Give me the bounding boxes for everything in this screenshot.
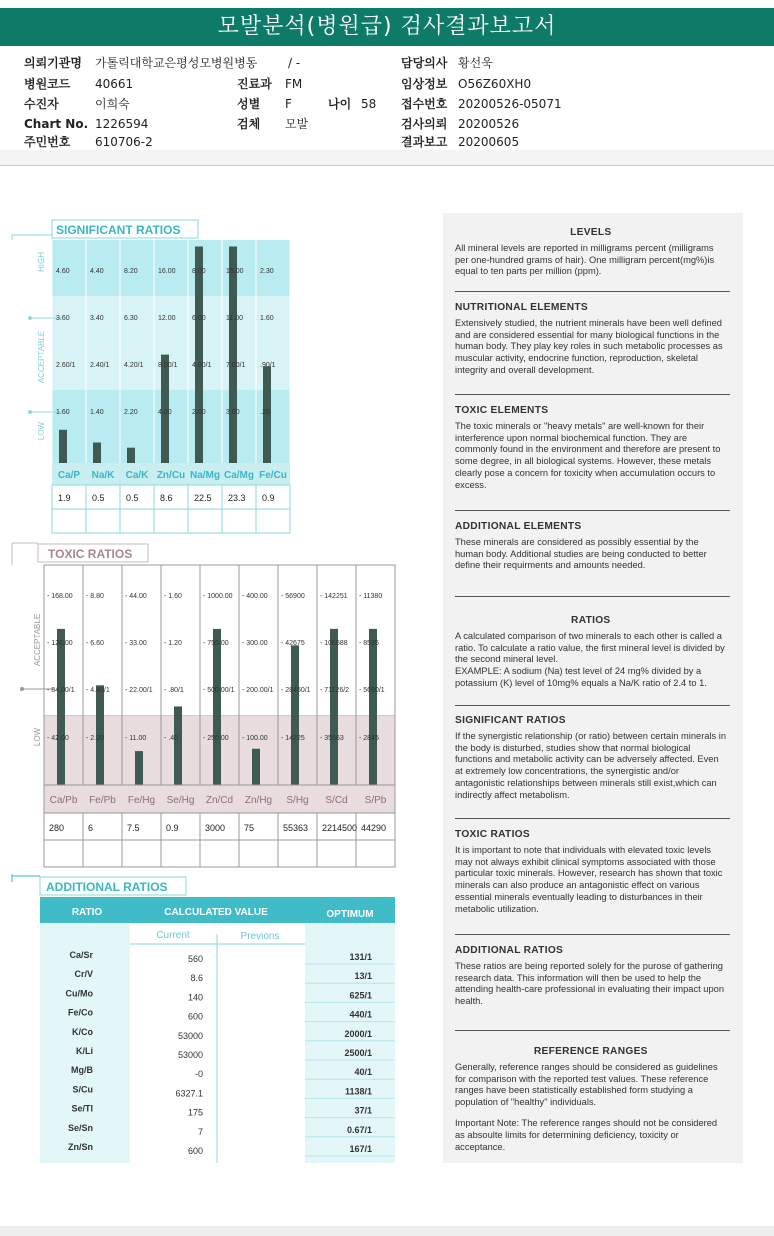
scale-label: - 100.00 <box>242 735 268 742</box>
bar-ca-k <box>127 448 135 463</box>
optimum-value: 167/1 <box>349 1144 372 1154</box>
dept-value: FM <box>285 77 303 91</box>
value-label: 6 <box>88 823 94 833</box>
bar-s-cd <box>330 629 338 785</box>
toxic-elements-heading: TOXIC ELEMENTS <box>455 404 549 416</box>
scale-label: - 200.00/1 <box>242 687 274 694</box>
category-label: Ca/Mg <box>224 470 254 481</box>
zone-label: LOW <box>37 421 46 441</box>
current-value: 140 <box>187 992 203 1003</box>
zone-label: HIGH <box>37 252 46 272</box>
reference-ranges-note: Important Note: The reference ranges should not be considered as absoulte limits for determining deficiency, toxicity or acceptance. <box>455 1117 718 1153</box>
scale-label: 2.00 <box>192 409 206 416</box>
bar-ca-mg <box>229 247 237 464</box>
scale-label: - 250.00 <box>203 735 229 742</box>
scale-label: 4.60 <box>56 268 70 275</box>
zone-label: ACCEPTABLE <box>37 330 46 384</box>
value-label: 3000 <box>205 823 226 833</box>
nutritional-text: Extensively studied, the nutrient minerals have been well defined and are considered essential for many biological functions in the human body. They play key roles in such metabolic processes as muscular activity, endocrine function, reproduction, skeletal integrity and overall development. <box>455 317 723 376</box>
scale-label: - 14225 <box>281 735 305 742</box>
bar-fe-hg <box>135 751 143 785</box>
header-divider-band <box>0 150 774 165</box>
low-zone <box>52 390 290 463</box>
clinical-value: O56Z60XH0 <box>458 77 532 91</box>
bar-zn-hg <box>252 749 260 785</box>
optimum-value: 40/1 <box>354 1067 372 1078</box>
scale-label: 8.20 <box>124 268 138 275</box>
scale-label: - 1.60 <box>164 593 182 600</box>
scale-label: - 2845 <box>359 735 379 742</box>
subheader-previous: Previons <box>240 931 280 942</box>
bar-na-mg <box>195 247 203 464</box>
bar-ca-p <box>59 430 67 463</box>
ratio-name: K/Li <box>76 1046 93 1056</box>
header-optimum: OPTIMUM <box>326 909 374 920</box>
scale-label: 12.00 <box>158 315 176 322</box>
optimum-value: 625/1 <box>349 990 372 1001</box>
range-marker <box>28 316 32 320</box>
bar-s-hg <box>291 645 299 785</box>
scale-label: 2.60/1 <box>56 362 76 369</box>
reference-ranges-section <box>455 1046 727 1153</box>
bar-ca-pb <box>57 629 65 785</box>
additional-elements-text: These minerals are considered as possibly essential by the human body. Additional studies are being conducted to better define their requirments and amounts needed. <box>455 536 707 572</box>
divider <box>455 705 730 706</box>
ratios-heading: RATIOS <box>571 614 611 626</box>
optimum-value: 131/1 <box>349 952 372 962</box>
optimum-value: 13/1 <box>354 971 372 982</box>
additional-ratios-section <box>455 945 727 1008</box>
patient-label: 수진자 <box>24 97 59 111</box>
id-value: 610706-2 <box>95 135 153 149</box>
additional-ratios-table <box>0 872 400 1167</box>
chart-title: SIGNIFICANT RATIOS <box>56 223 181 237</box>
sex-label: 성별 <box>237 97 261 111</box>
category-label: Zn/Hg <box>244 795 273 806</box>
ratio-name: Ca/Sr <box>69 950 93 960</box>
value-label: 23.3 <box>228 493 246 503</box>
value-label: 0.9 <box>166 823 179 833</box>
additional-elements-section <box>455 521 727 572</box>
header-ratio: RATIO <box>71 907 103 918</box>
scale-label: .90/1 <box>260 362 276 369</box>
scale-label: 8.00 <box>192 268 206 275</box>
value-label: 8.6 <box>160 493 173 503</box>
value-label: 280 <box>49 823 65 833</box>
category-label: Fe/Cu <box>259 470 287 481</box>
category-label: Na/K <box>91 470 115 481</box>
doctor-label: 담당의사 <box>401 56 448 70</box>
divider <box>455 510 730 511</box>
scale-label: - 71126/2 <box>320 687 350 694</box>
nutritional-heading: NUTRITIONAL ELEMENTS <box>455 301 588 313</box>
request-label: 검사의뢰 <box>401 117 448 131</box>
hospital-code-value: 40661 <box>95 77 134 91</box>
age-label: 나이 <box>328 97 352 111</box>
ratio-name: Cr/V <box>74 969 93 980</box>
scale-label: - 35563 <box>320 735 344 742</box>
acceptable-zone <box>52 296 290 390</box>
scale-label: 16.00 <box>158 268 176 275</box>
header-calculated: CALCULATED VALUE <box>164 907 268 918</box>
report-title: 모발분석(병원급) 검사결과보고서 <box>0 8 774 46</box>
scale-label: - 168.00 <box>47 593 73 600</box>
receipt-label: 접수번호 <box>401 97 448 111</box>
scale-label: 4.00 <box>158 409 172 416</box>
scale-label: 7.00/1 <box>226 362 246 369</box>
scale-label: - 1000.00 <box>203 593 233 600</box>
page-footer-band <box>0 1226 774 1236</box>
scale-label: 2.30 <box>260 268 274 275</box>
category-label: Ca/K <box>125 470 149 481</box>
bar-s-pb <box>369 629 377 785</box>
significant-ratios-text: If the synergistic relationship (or ratio) between certain minerals in the body is disturbed, studies show that normal biological functions and metabolic activity can be adversely affected. Even at extremely low concentrations, the synergistic and/or antagonistic relationships between minerals still exist,which can indirectly affect metabolism. <box>455 730 727 801</box>
ratios-section <box>455 615 727 690</box>
scale-label: - 4.40/1 <box>86 687 110 694</box>
category-label: Ca/Pb <box>49 795 78 806</box>
ratio-name: S/Cu <box>72 1084 93 1095</box>
significant-ratios-chart <box>0 215 310 540</box>
scale-label: 1.60 <box>260 315 274 322</box>
additional-ratios-text: These ratios are being reported solely for the purose of gathering research data. This information will then be used to help the attending health-care professional in evaluating their impact upon health. <box>455 960 725 1008</box>
scale-label: - 42675 <box>281 640 305 647</box>
scale-label: 3.00 <box>226 409 240 416</box>
optimum-value: 1138/1 <box>344 1086 372 1097</box>
scale-label: - 106688 <box>320 640 348 647</box>
scale-label: 1.60 <box>56 409 70 416</box>
scale-label: 2.20 <box>124 409 138 416</box>
category-label: Zn/Cu <box>156 470 186 481</box>
specimen-label: 검체 <box>237 117 261 131</box>
current-value: 7 <box>197 1126 203 1137</box>
scale-label: - 8535 <box>359 640 379 647</box>
patient-value: 이희숙 <box>95 97 130 111</box>
receipt-value: 20200526-05071 <box>458 97 562 111</box>
optimum-value: 2000/1 <box>344 1028 372 1039</box>
hospital-code-label: 병원코드 <box>24 77 71 91</box>
report-value: 20200605 <box>458 135 520 149</box>
ratio-name: Se/Tl <box>71 1103 93 1114</box>
current-value: 600 <box>187 1011 203 1022</box>
reference-ranges-heading: REFERENCE RANGES <box>533 1045 648 1057</box>
category-label: Fe/Pb <box>89 795 116 806</box>
category-label: Se/Hg <box>166 795 195 806</box>
scale-label: - 44.00 <box>125 593 147 600</box>
category-label: S/Pb <box>364 795 387 806</box>
category-label: Fe/Hg <box>127 795 156 806</box>
toxic-elements-text: The toxic minerals or "heavy metals" are well-known for their interference upon normal biochemical function. They are commonly found in the environment and therefore are present to some degree, in all biological systems. However, these metals clearly pose a concern for toxicity when accumulation occurs to excess. <box>455 420 721 491</box>
value-label: 55363 <box>283 823 309 833</box>
scale-label: - 1.20 <box>164 640 182 647</box>
specimen-value: 모발 <box>285 117 309 131</box>
ratio-name: K/Co <box>72 1026 93 1037</box>
clinical-label: 임상정보 <box>401 77 448 91</box>
scale-label: - 750.00 <box>203 640 229 647</box>
ratios-example: EXAMPLE: A sodium (Na) test level of 24 mg% divided by a potassium (K) level of 10mg% equals a Na/K ratio of 2.4 to 1. <box>455 666 707 689</box>
chart-no-value: 1226594 <box>95 117 149 131</box>
divider <box>455 1030 730 1031</box>
scale-label: - .80/1 <box>164 687 184 694</box>
scale-label: 4.00/1 <box>192 362 212 369</box>
scale-label: 15.00 <box>226 268 244 275</box>
optimum-value: 2500/1 <box>344 1048 372 1058</box>
divider <box>455 394 730 395</box>
range-marker <box>28 410 32 414</box>
toxic-ratios-heading: TOXIC RATIOS <box>455 828 530 840</box>
scale-label: 4.40 <box>90 268 104 275</box>
sex-value: F <box>285 97 292 111</box>
current-value: 600 <box>187 1146 203 1156</box>
category-label: Ca/P <box>57 470 81 481</box>
value-label: 0.9 <box>262 493 275 503</box>
scale-label: - 126.00 <box>47 640 73 647</box>
bar-zn-cd <box>213 629 221 785</box>
optimum-value: 37/1 <box>354 1105 372 1116</box>
nutritional-section <box>455 302 727 377</box>
significant-ratios-section <box>455 715 727 802</box>
divider <box>455 596 730 597</box>
value-label: 7.5 <box>127 823 140 833</box>
levels-text: All mineral levels are reported in milligrams percent (milligrams per one-hundred grams of hair). One milligram percent(mg%)is equal to ten parts per million (ppm). <box>455 242 715 278</box>
additional-elements-heading: ADDITIONAL ELEMENTS <box>455 520 582 532</box>
ratio-name: Cu/Mo <box>65 988 93 999</box>
divider <box>455 291 730 292</box>
toxic-ratios-section <box>455 829 727 916</box>
scale-label: 3.40 <box>90 315 104 322</box>
scale-label: - 42.00 <box>47 735 69 742</box>
dept-label: 진료과 <box>237 77 272 91</box>
doctor-value: 황선욱 <box>458 56 493 70</box>
bar-se-hg <box>174 706 182 785</box>
subheader-current: Current <box>156 930 190 941</box>
divider <box>455 818 730 819</box>
divider <box>455 934 730 935</box>
ratio-name: Mg/B <box>71 1065 93 1076</box>
scale-label: 8.00/1 <box>158 362 178 369</box>
value-label: 22.5 <box>194 493 212 503</box>
age-value: 58 <box>361 97 377 111</box>
request-value: 20200526 <box>458 117 520 131</box>
current-value: 175 <box>187 1107 203 1118</box>
header-divider <box>0 165 774 166</box>
scale-label: 2.40/1 <box>90 362 110 369</box>
scale-label: 1.40 <box>90 409 104 416</box>
scale-label: .20 <box>260 409 270 416</box>
value-label: 75 <box>244 823 255 833</box>
levels-section <box>455 227 727 278</box>
current-value: -0 <box>194 1069 203 1080</box>
scale-label: - 2.20 <box>86 735 104 742</box>
scale-label: - 33.00 <box>125 640 147 647</box>
significant-ratios-heading: SIGNIFICANT RATIOS <box>455 714 566 726</box>
value-label: 44290 <box>361 823 387 833</box>
additional-ratios-heading: ADDITIONAL RATIOS <box>455 944 564 956</box>
ratios-text: A calculated comparison of two minerals to each other is called a ratio. To calculate a ratio value, the first mineral level is divided by the second mineral level. <box>455 630 725 666</box>
report-label: 결과보고 <box>401 135 448 149</box>
category-label: Na/Mg <box>190 470 220 481</box>
scale-label: 11.00 <box>226 315 243 322</box>
optimum-value: 0.67/1 <box>346 1124 372 1135</box>
scale-label: - 28450/1 <box>281 687 311 694</box>
scale-label: 4.20/1 <box>124 362 144 369</box>
ratio-name: Zn/Sn <box>68 1142 93 1152</box>
optimum-value: 440/1 <box>349 1009 372 1020</box>
scale-label: - 56900 <box>281 593 305 600</box>
scale-label: - .40 <box>164 735 179 742</box>
scale-label: - 300.00 <box>242 640 268 647</box>
value-label: 0.5 <box>126 493 139 503</box>
current-value: 6327.1 <box>175 1088 203 1099</box>
scale-label: - 8.80 <box>86 593 104 600</box>
institution-extra: / - <box>288 56 301 70</box>
toxic-elements-section <box>455 405 727 492</box>
reference-ranges-text: Generally, reference ranges should be considered as guidelines for comparison with the reported test values. These reference ranges have been statistically established form studying a population of "healthy" individuals. <box>455 1061 718 1109</box>
current-value: 8.6 <box>190 973 203 984</box>
current-value: 560 <box>187 954 203 964</box>
toxic-ratios-text: It is important to note that individuals with elevated toxic levels may not always exhibit clinical symptoms associated with those particular toxic minerals. However, research has shown that toxic minerals can also produce an antagonistic effect on various essential minerals eventually leading to disturbances in their metabolic utilization. <box>455 844 723 915</box>
zone-label: ACCEPTABLE <box>33 613 42 667</box>
scale-label: - 400.00 <box>242 593 268 600</box>
scale-label: - 11.00 <box>125 735 147 742</box>
institution-label: 의뢰기관명 <box>24 56 82 70</box>
value-label: 1.9 <box>58 493 71 503</box>
id-label: 주민번호 <box>24 135 71 149</box>
scale-label: 6.00 <box>192 315 206 322</box>
value-label: 0.5 <box>92 493 105 503</box>
scale-label: 6.30 <box>124 315 138 322</box>
scale-label: - 11380 <box>359 593 383 600</box>
levels-heading: LEVELS <box>570 226 612 238</box>
category-label: S/Hg <box>286 795 309 806</box>
scale-label: 3.60 <box>56 315 70 322</box>
scale-label: - 500.00/1 <box>203 687 235 694</box>
range-marker <box>20 687 24 691</box>
scale-label: - 84.00/1 <box>47 687 75 694</box>
chart-title: TOXIC RATIOS <box>48 547 133 561</box>
zone-label: LOW <box>33 727 42 747</box>
institution-value: 가톨릭대학교은평성모병원병동 <box>95 56 258 70</box>
current-value: 53000 <box>177 1030 203 1041</box>
table-title: ADDITIONAL RATIOS <box>46 880 168 894</box>
bar-na-k <box>93 442 101 463</box>
value-label: 2214500 <box>322 823 358 833</box>
scale-label: - 5690/1 <box>359 687 385 694</box>
category-label: Zn/Cd <box>205 795 234 806</box>
ratio-name: Se/Sn <box>67 1122 93 1133</box>
scale-label: - 142251 <box>320 593 348 600</box>
current-value: 53000 <box>177 1050 203 1060</box>
ratio-name: Fe/Co <box>67 1007 93 1018</box>
toxic-ratios-chart <box>0 540 410 870</box>
chart-no-label: Chart No. <box>24 117 89 131</box>
scale-label: - 22.00/1 <box>125 687 153 694</box>
category-label: S/Cd <box>325 795 348 806</box>
scale-label: - 6.60 <box>86 640 104 647</box>
